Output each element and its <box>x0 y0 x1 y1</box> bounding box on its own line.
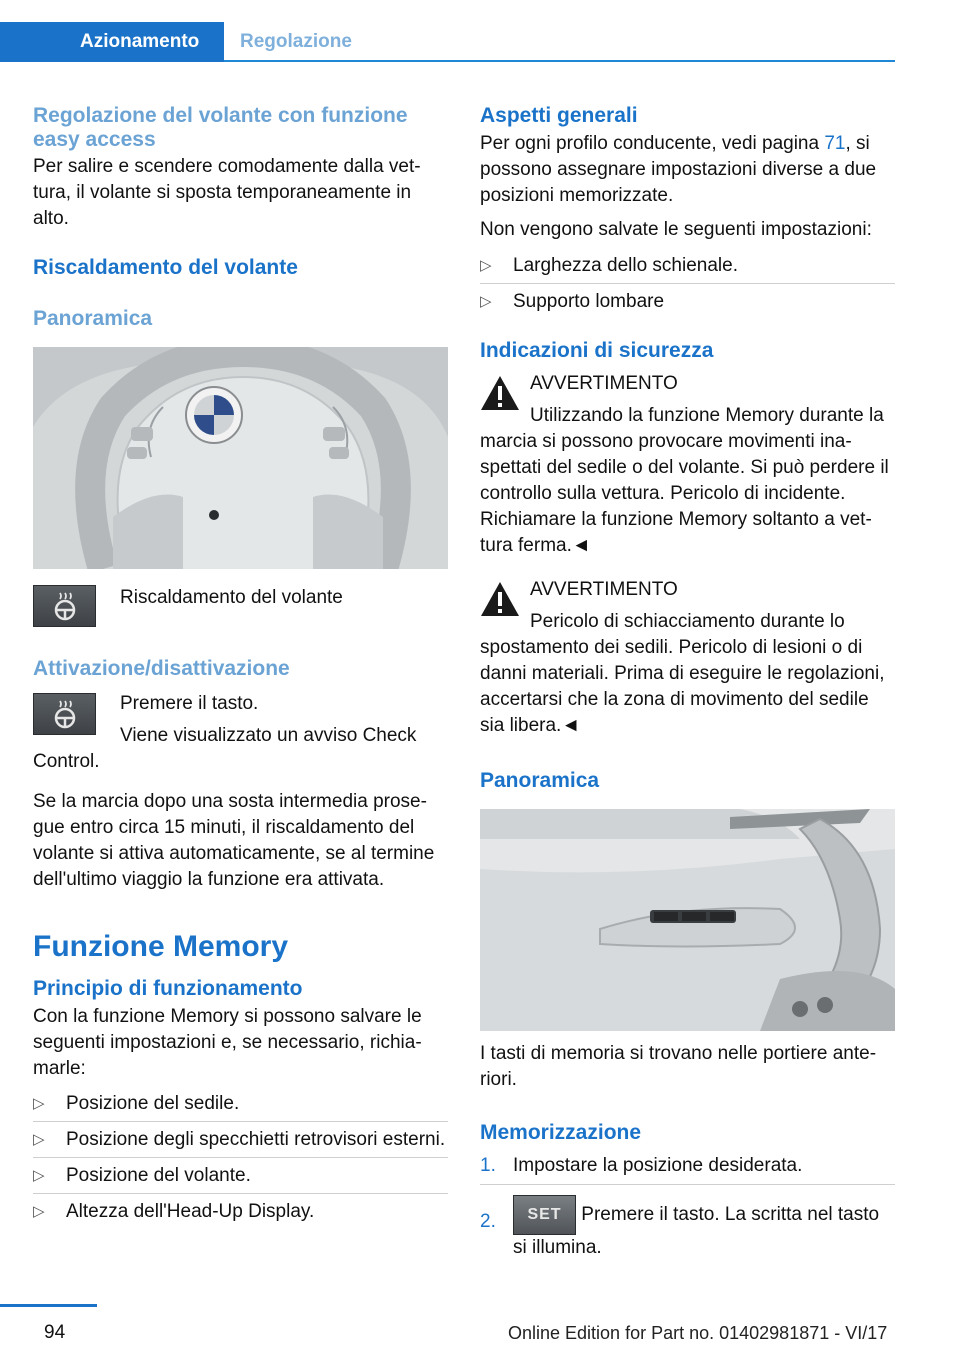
steering-wheel-image <box>33 347 448 569</box>
tab-regolazione[interactable]: Regolazione <box>240 31 352 52</box>
principle-list <box>33 1091 448 1225</box>
warning-2-text: Pericolo di schiacciamento durante lo spostamento dei sedili. Pericolo di lesioni o di danni materiali. Prima di eseguire le regolazioni, accertarsi che la zona di movimento del sedile sia libera.◄ <box>480 611 885 736</box>
warning-1-title: AVVERTIMENTO <box>530 373 678 394</box>
door-memory-image <box>480 809 895 1031</box>
activation-paragraph: Se la marcia dopo una sosta intermedia prosegue entro circa 15 minuti, il riscaldamento del volante si attiva automaticamente, se al termine dell'ultimo viaggio la funzione era attivata. <box>33 791 435 890</box>
activation-block <box>33 691 448 775</box>
set-button[interactable]: SET <box>513 1195 576 1235</box>
bullet-triangle-icon: ▷ <box>33 1167 45 1184</box>
bullet-triangle-icon: ▷ <box>33 1131 45 1148</box>
left-column <box>33 100 448 1225</box>
heating-caption: Riscaldamento del volante <box>120 587 343 608</box>
page-number-rule <box>0 1304 97 1307</box>
not-saved-text: Non vengono salvate le seguenti impostazioni: <box>480 219 872 240</box>
list-item: ▷ Posizione del sedile. <box>33 1091 448 1117</box>
tab-bar <box>0 22 895 62</box>
bullet-triangle-icon: ▷ <box>480 257 492 274</box>
steering-heating-button[interactable] <box>33 585 96 627</box>
warning-triangle-icon <box>480 581 520 617</box>
list-item: ▷ Supporto lombare <box>480 289 895 315</box>
easy-access-heading: Regolazione del volante con funzione easy access <box>33 104 408 151</box>
memory-heading: Funzione Memory <box>33 930 289 963</box>
activation-heading: Attivazione/disattivazione <box>33 657 290 680</box>
activation-note: Viene visualizzato un avviso Check Control. <box>33 725 417 772</box>
not-saved-list <box>480 253 895 315</box>
list-item: 1. Impostare la posizione desiderata. <box>480 1155 803 1176</box>
principle-text: Con la funzione Memory si possono salvare le seguenti impostazioni e, se necessario, richiamarle: <box>33 1006 422 1079</box>
heating-heading: Riscaldamento del volante <box>33 256 298 279</box>
heating-caption-row <box>33 585 448 627</box>
door-overview-heading: Panoramica <box>480 769 600 792</box>
list-item: ▷ Larghezza dello schienale. <box>480 253 895 279</box>
page-link-71[interactable]: 71 <box>824 133 846 154</box>
general-text: Per ogni profilo conducente, vedi pagina 71, si possono assegnare impostazioni diverse a due posizioni memorizzate. <box>480 133 877 206</box>
footer-edition: Online Edition for Part no. 01402981871 - VI/17 <box>508 1323 888 1343</box>
list-item: ▷ Posizione del volante. <box>33 1163 448 1189</box>
list-item: 2. SET Premere il tasto. La scritta nel tasto si illumina. <box>480 1195 895 1261</box>
easy-access-text: Per salire e scendere comodamente dalla vettura, il volante si sposta temporaneamente in alto. <box>33 156 421 229</box>
door-caption: I tasti di memoria si trovano nelle portiere anteriori. <box>480 1043 877 1090</box>
bullet-triangle-icon: ▷ <box>33 1095 45 1112</box>
steering-heating-button-2[interactable] <box>33 693 96 735</box>
bullet-triangle-icon: ▷ <box>33 1203 45 1220</box>
warning-2 <box>480 577 895 739</box>
steering-heating-icon <box>51 591 79 621</box>
right-column <box>480 100 895 1261</box>
principle-heading: Principio di funzionamento <box>33 977 303 1000</box>
activation-step: Premere il tasto. <box>120 693 259 714</box>
storing-heading: Memorizzazione <box>480 1121 642 1144</box>
warning-1-text: Utilizzando la funzione Memory durante la marcia si possono provocare movimenti inaspettati del sedile o del volante. Si può perdere il controllo sulla vettura. Pericolo di incidente. Richiamare la funzione Memory soltanto a vettura ferma.◄ <box>480 405 889 556</box>
bullet-triangle-icon: ▷ <box>480 293 492 310</box>
steering-wheel-illustration <box>33 347 448 569</box>
heating-overview-heading: Panoramica <box>33 307 153 330</box>
warning-1 <box>480 371 895 559</box>
list-item: ▷ Altezza dell'Head-Up Display. <box>33 1199 448 1225</box>
steering-heating-icon <box>51 699 79 729</box>
list-item: ▷ Posizione degli specchietti retrovisori esterni. <box>33 1127 448 1153</box>
general-heading: Aspetti generali <box>480 104 638 127</box>
warning-triangle-icon <box>480 375 520 411</box>
tab-azionamento[interactable]: Azionamento <box>0 22 224 62</box>
door-panel-illustration <box>480 809 895 1031</box>
warning-2-title: AVVERTIMENTO <box>530 579 678 600</box>
page-number: 94 <box>44 1322 66 1343</box>
safety-heading: Indicazioni di sicurezza <box>480 339 714 362</box>
storing-steps <box>480 1153 895 1261</box>
